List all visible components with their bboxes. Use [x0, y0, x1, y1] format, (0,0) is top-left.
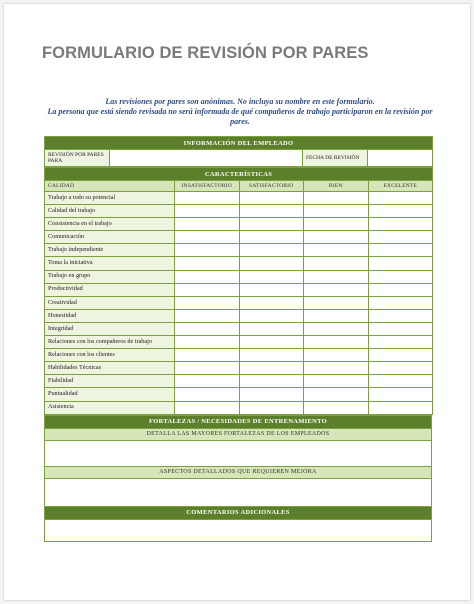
characteristic-label: Productividad	[45, 283, 175, 296]
rating-cell-satisfactory[interactable]	[239, 257, 304, 270]
characteristic-label: Consistencia en el trabajo	[45, 218, 175, 231]
rating-cell-unsatisfactory[interactable]	[175, 336, 240, 349]
column-quality: CALIDAD	[45, 181, 175, 192]
rating-cell-unsatisfactory[interactable]	[175, 375, 240, 388]
rating-cell-satisfactory[interactable]	[239, 375, 304, 388]
characteristic-label: Toma la iniciativa	[45, 257, 175, 270]
rating-cell-good[interactable]	[304, 362, 369, 375]
improvement-header: ASPECTOS DETALLADOS QUE REQUIEREN MEJORA	[45, 466, 432, 478]
rating-cell-good[interactable]	[304, 257, 369, 270]
rating-cell-excellent[interactable]	[368, 309, 433, 322]
characteristic-label: Trabajo independiente	[45, 244, 175, 257]
rating-cell-satisfactory[interactable]	[239, 205, 304, 218]
characteristic-label: Comunicación	[45, 231, 175, 244]
characteristic-row	[45, 270, 433, 283]
characteristic-row	[45, 218, 433, 231]
review-for-field[interactable]	[110, 150, 303, 167]
characteristics-header: CARACTERÍSTICAS	[45, 168, 433, 181]
rating-cell-satisfactory[interactable]	[239, 192, 304, 205]
rating-cell-excellent[interactable]	[368, 192, 433, 205]
characteristic-row	[45, 322, 433, 335]
rating-cell-unsatisfactory[interactable]	[175, 257, 240, 270]
rating-cell-unsatisfactory[interactable]	[175, 192, 240, 205]
strengths-subheader: DETALLA LAS MAYORES FORTALEZAS DE LOS EMPLEADOS	[45, 428, 432, 440]
characteristic-row	[45, 401, 433, 414]
characteristic-label: Puntualidad	[45, 388, 175, 401]
characteristic-row	[45, 309, 433, 322]
characteristic-label: Creatividad	[45, 296, 175, 309]
strengths-field[interactable]	[45, 440, 432, 466]
characteristic-row	[45, 375, 433, 388]
rating-cell-excellent[interactable]	[368, 257, 433, 270]
review-for-label: REVISIÓN POR PARES PARA	[45, 150, 110, 167]
characteristic-row	[45, 231, 433, 244]
rating-cell-good[interactable]	[304, 205, 369, 218]
rating-cell-good[interactable]	[304, 296, 369, 309]
characteristic-row	[45, 362, 433, 375]
rating-cell-good[interactable]	[304, 336, 369, 349]
rating-cell-unsatisfactory[interactable]	[175, 205, 240, 218]
rating-cell-excellent[interactable]	[368, 362, 433, 375]
rating-cell-good[interactable]	[304, 192, 369, 205]
rating-cell-excellent[interactable]	[368, 349, 433, 362]
characteristic-label: Honestidad	[45, 309, 175, 322]
characteristic-label: Relaciones con los compañeros de trabajo	[45, 336, 175, 349]
rating-cell-unsatisfactory[interactable]	[175, 362, 240, 375]
comments-header: COMENTARIOS ADICIONALES	[45, 506, 432, 519]
rating-cell-satisfactory[interactable]	[239, 270, 304, 283]
comments-field[interactable]	[45, 519, 432, 541]
rating-cell-excellent[interactable]	[368, 388, 433, 401]
rating-cell-excellent[interactable]	[368, 283, 433, 296]
characteristic-row	[45, 336, 433, 349]
rating-cell-unsatisfactory[interactable]	[175, 244, 240, 257]
rating-cell-satisfactory[interactable]	[239, 244, 304, 257]
characteristic-row	[45, 388, 433, 401]
characteristic-row	[45, 205, 433, 218]
review-date-field[interactable]	[368, 150, 433, 167]
rating-cell-excellent[interactable]	[368, 205, 433, 218]
characteristic-label: Fiabilidad	[45, 375, 175, 388]
column-satisfactory: SATISFACTORIO	[239, 181, 304, 192]
intro-line-1: Las revisiones por pares son anónimas. No incluya su nombre en este formulario.	[105, 97, 375, 106]
rating-cell-excellent[interactable]	[368, 244, 433, 257]
characteristic-row	[45, 257, 433, 270]
rating-cell-unsatisfactory[interactable]	[175, 270, 240, 283]
document-page	[4, 4, 470, 600]
rating-cell-satisfactory[interactable]	[239, 309, 304, 322]
column-unsatisfactory: INSATISFACTORIO	[175, 181, 240, 192]
employee-info-header: INFORMACIÓN DEL EMPLEADO	[45, 137, 433, 150]
rating-cell-excellent[interactable]	[368, 296, 433, 309]
characteristic-row	[45, 296, 433, 309]
characteristic-row	[45, 244, 433, 257]
rating-cell-good[interactable]	[304, 349, 369, 362]
characteristic-row	[45, 283, 433, 296]
rating-cell-excellent[interactable]	[368, 218, 433, 231]
characteristics-rows	[45, 192, 433, 415]
review-form	[44, 136, 432, 542]
review-date-label: FECHA DE REVISIÓN	[303, 150, 368, 167]
rating-cell-satisfactory[interactable]	[239, 218, 304, 231]
rating-cell-excellent[interactable]	[368, 336, 433, 349]
rating-cell-good[interactable]	[304, 283, 369, 296]
rating-cell-satisfactory[interactable]	[239, 322, 304, 335]
rating-cell-satisfactory[interactable]	[239, 296, 304, 309]
characteristic-label: Habilidades Técnicas	[45, 362, 175, 375]
characteristic-label: Asistencia	[45, 401, 175, 414]
rating-cell-excellent[interactable]	[368, 270, 433, 283]
rating-cell-unsatisfactory[interactable]	[175, 388, 240, 401]
rating-cell-unsatisfactory[interactable]	[175, 349, 240, 362]
rating-cell-satisfactory[interactable]	[239, 401, 304, 414]
rating-cell-satisfactory[interactable]	[239, 362, 304, 375]
characteristic-label: Relaciones con los clientes	[45, 349, 175, 362]
improvement-field[interactable]	[45, 478, 432, 506]
rating-cell-excellent[interactable]	[368, 401, 433, 414]
rating-cell-satisfactory[interactable]	[239, 336, 304, 349]
rating-cell-unsatisfactory[interactable]	[175, 309, 240, 322]
characteristics-table	[44, 167, 433, 415]
rating-cell-good[interactable]	[304, 231, 369, 244]
characteristic-label: Calidad del trabajo	[45, 205, 175, 218]
page-title: FORMULARIO DE REVISIÓN POR PARES	[42, 44, 369, 62]
rating-cell-unsatisfactory[interactable]	[175, 296, 240, 309]
rating-cell-excellent[interactable]	[368, 322, 433, 335]
rating-cell-unsatisfactory[interactable]	[175, 322, 240, 335]
rating-cell-unsatisfactory[interactable]	[175, 401, 240, 414]
employee-info-table	[44, 136, 433, 167]
rating-cell-good[interactable]	[304, 309, 369, 322]
rating-cell-unsatisfactory[interactable]	[175, 218, 240, 231]
rating-cell-satisfactory[interactable]	[239, 388, 304, 401]
intro-line-2: La persona que está siendo revisada no será informada de qué compañeros de trabajo participaron en la revisión por pares.	[47, 107, 433, 126]
rating-cell-excellent[interactable]	[368, 375, 433, 388]
rating-cell-good[interactable]	[304, 244, 369, 257]
rating-cell-good[interactable]	[304, 270, 369, 283]
rating-cell-good[interactable]	[304, 322, 369, 335]
strengths-header: FORTALEZAS / NECESIDADES DE ENTRENAMIENTO	[45, 415, 432, 428]
characteristic-row	[45, 192, 433, 205]
column-excellent: EXCELENTE	[368, 181, 433, 192]
rating-cell-unsatisfactory[interactable]	[175, 231, 240, 244]
characteristic-row	[45, 349, 433, 362]
column-good: BIEN	[304, 181, 369, 192]
characteristic-label: Integridad	[45, 322, 175, 335]
rating-cell-satisfactory[interactable]	[239, 231, 304, 244]
rating-cell-satisfactory[interactable]	[239, 283, 304, 296]
strengths-table	[44, 415, 432, 542]
characteristic-label: Trabajo en grupo	[45, 270, 175, 283]
characteristic-label: Trabajo a todo su potencial	[45, 192, 175, 205]
rating-cell-excellent[interactable]	[368, 231, 433, 244]
intro-text	[44, 97, 436, 127]
rating-cell-satisfactory[interactable]	[239, 349, 304, 362]
rating-cell-good[interactable]	[304, 218, 369, 231]
rating-cell-good[interactable]	[304, 388, 369, 401]
rating-cell-good[interactable]	[304, 401, 369, 414]
rating-cell-good[interactable]	[304, 375, 369, 388]
rating-cell-unsatisfactory[interactable]	[175, 283, 240, 296]
